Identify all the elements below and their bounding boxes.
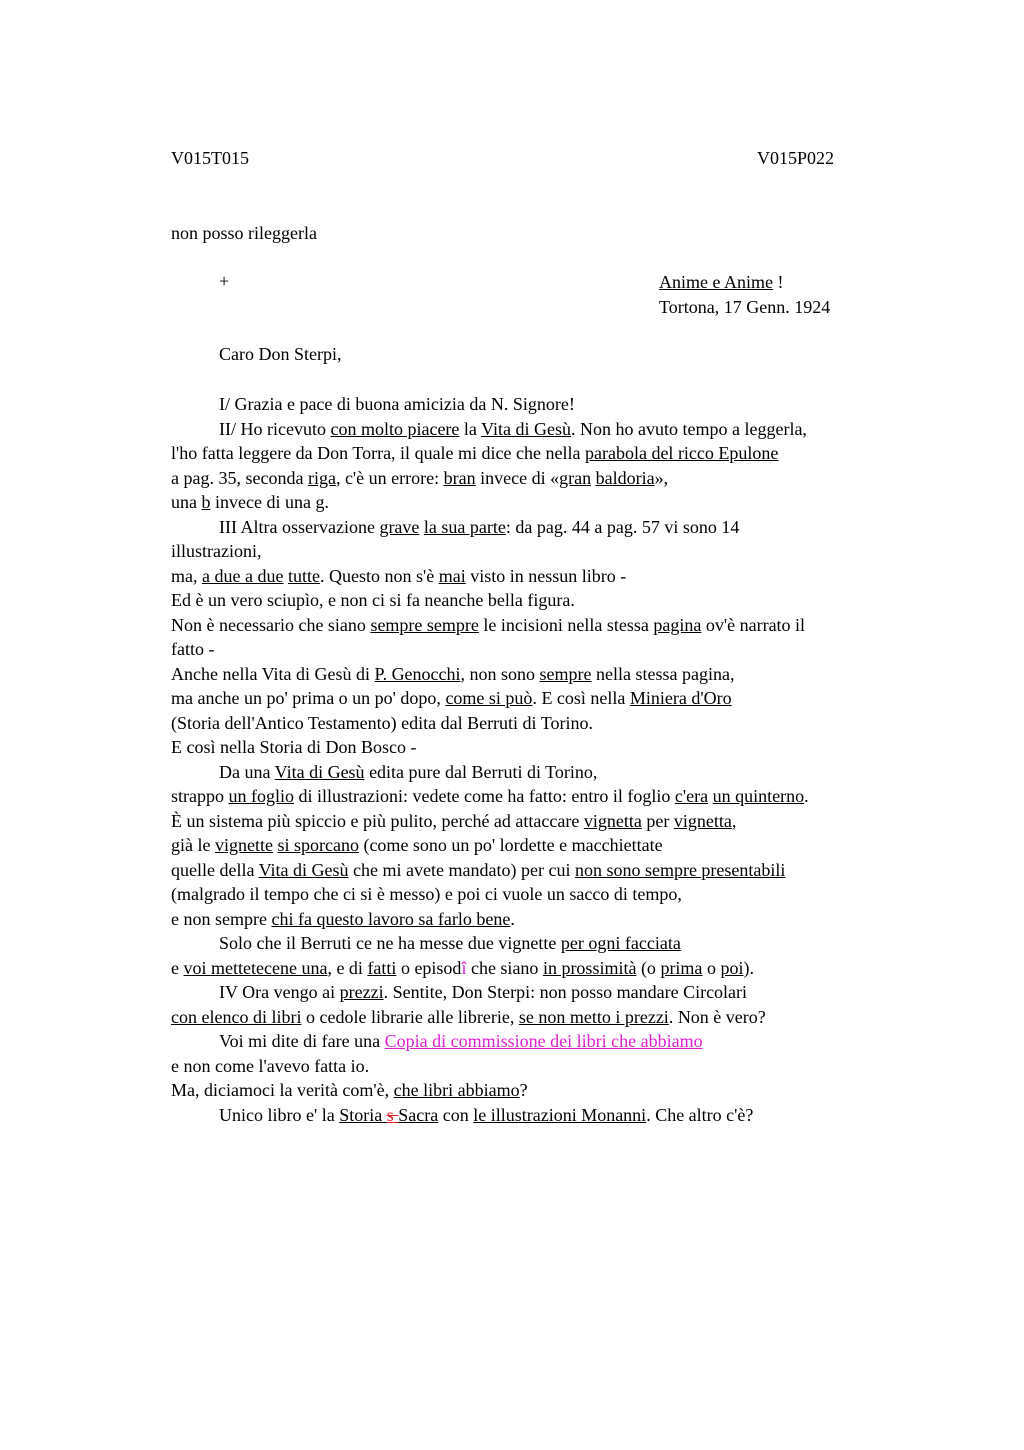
motto: Anime e Anime	[659, 272, 773, 292]
body-line-20: quelle della Vita di Gesù che mi avete mandato) per cui non sono sempre presentabili	[171, 859, 786, 880]
cross-mark: +	[219, 271, 230, 291]
body-line-17: strappo un foglio di illustrazioni: vedete come ha fatto: entro il foglio c'era un quinterno.	[171, 786, 809, 806]
correction-capital: C	[384, 1031, 397, 1051]
body-line-25: IV Ora vengo ai prezzi. Sentite, Don Sterpi: non posso mandare Circolari	[219, 982, 748, 1002]
body-line-12: Anche nella Vita di Gesù di P. Genocchi, non sono sempre nella stessa pagina,	[171, 663, 735, 684]
body-line-29: Ma, diciamoci la verità com'è, che libri abbiamo?	[171, 1080, 528, 1100]
correction-mark: î	[461, 957, 467, 978]
motto-line: Anime e Anime !	[659, 272, 784, 292]
body-line-26: con elenco di libri o cedole librarie alle librerie, se non metto i prezzi. Non è vero?	[171, 1006, 766, 1027]
body-line-30: Unico libro e' la Storia s Sacra con le illustrazioni Monanni. Che altro c'è?	[219, 1104, 754, 1125]
body-line-8: ma, a due a due tutte. Questo non s'è mai visto in nessun libro -	[171, 565, 627, 586]
body-line-18: È un sistema più spiccio e più pulito, perché ad attaccare vignetta per vignetta,	[171, 810, 737, 831]
place-date: Tortona, 17 Genn. 1924	[659, 296, 831, 317]
body-line-11: fatto -	[171, 639, 215, 659]
body-line-7: illustrazioni,	[171, 541, 262, 561]
document-code-left: V015T015	[171, 148, 249, 168]
body-line-3: l'ho fatta leggere da Don Torra, il quale mi dice che nella parabola del ricco Epulone	[171, 443, 779, 463]
body-line-23: Solo che il Berruti ce ne ha messe due vignette per ogni facciata	[219, 933, 681, 953]
body-line-27: Voi mi dite di fare una Copia di commissione dei libri che abbiamo	[219, 1031, 703, 1051]
body-line-16: Da una Vita di Gesù edita pure dal Berruti di Torino,	[219, 761, 598, 782]
body-line-21: (malgrado il tempo che ci si è messo) e poi ci vuole un sacco di tempo,	[171, 884, 682, 904]
letter-body	[171, 392, 911, 1127]
body-line-24: e voi mettetecene una, e di fatti o episodî che siano in prossimità (o prima o poi).	[171, 957, 754, 978]
body-line-5: una b invece di una g.	[171, 492, 329, 512]
place-date-block	[659, 270, 830, 319]
salutation: Caro Don Sterpi,	[219, 344, 342, 364]
body-line-13: ma anche un po' prima o un po' dopo, come si può. E così nella Miniera d'Oro	[171, 688, 732, 708]
body-line-22: e non sempre chi fa questo lavoro sa farlo bene.	[171, 908, 515, 929]
body-line-4: a pag. 35, seconda riga, c'è un errore: bran invece di «gran baldoria»,	[171, 467, 669, 488]
top-note: non posso rileggerla	[171, 223, 317, 243]
body-line-9: Ed è un vero sciupìo, e non ci si fa neanche bella figura.	[171, 590, 575, 610]
document-code-right: V015P022	[757, 148, 835, 168]
body-line-6: III Altra osservazione grave la sua parte: da pag. 44 a pag. 57 vi sono 14	[219, 516, 740, 537]
body-line-2: II/ Ho ricevuto con molto piacere la Vita di Gesù. Non ho avuto tempo a leggerla,	[219, 418, 807, 439]
body-line-15: E così nella Storia di Don Bosco -	[171, 737, 417, 757]
body-line-28: e non come l'avevo fatta io.	[171, 1055, 370, 1076]
body-line-19: già le vignette si sporcano (come sono un po' lordette e macchiettate	[171, 835, 663, 855]
body-line-14: (Storia dell'Antico Testamento) edita dal Berruti di Torino.	[171, 712, 593, 733]
body-line-1: I/ Grazia e pace di buona amicizia da N. Signore!	[219, 394, 575, 414]
body-line-10: Non è necessario che siano sempre sempre le incisioni nella stessa pagina ov'è narrato il	[171, 614, 806, 635]
strikethrough-deletion: s	[386, 1104, 399, 1125]
